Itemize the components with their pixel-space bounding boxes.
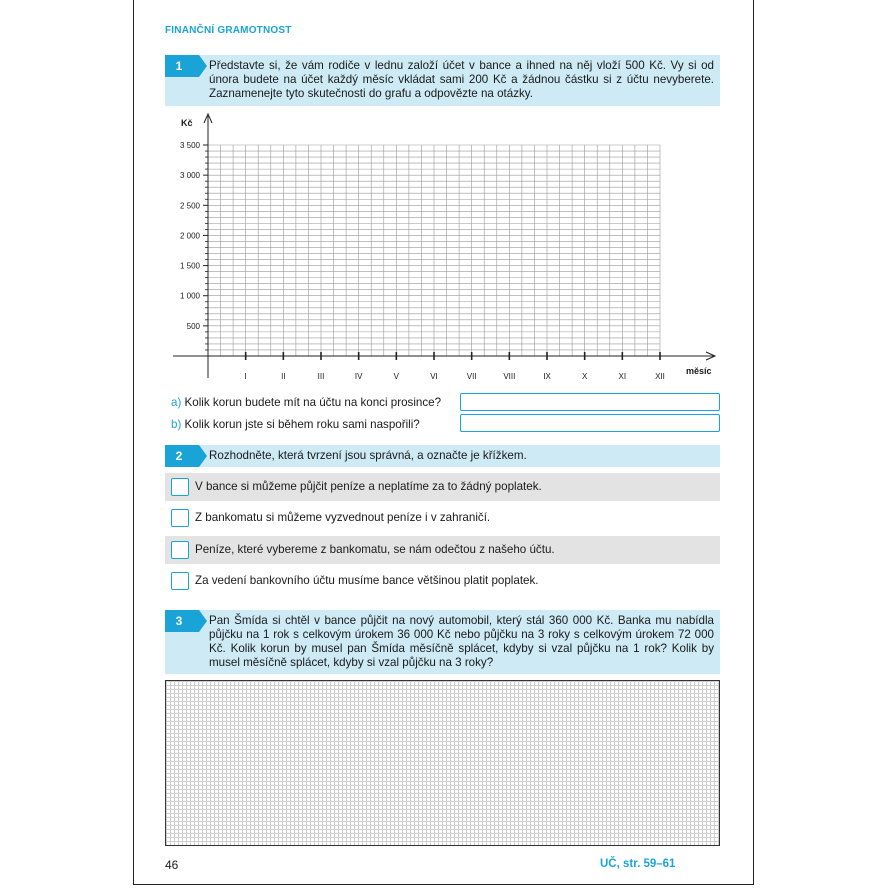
- x-tick-label: XII: [655, 372, 665, 381]
- x-tick-label: V: [393, 372, 400, 381]
- x-axis-label: měsíc: [686, 366, 712, 376]
- task-3-text: Pan Šmída si chtěl v bance půjčit na nový automobil, který stál 360 000 Kč. Banka mu nabídla půjčku na 1 rok s celkovým úrokem 36 000 Kč nebo půjčku na 3 roky s celkovým úrokem 72 000 Kč. Kolik korun by musel pan Šmída měsíčně splácet, kdyby si vzal půjčku na 1 rok? Kolik by musel měsíčně splácet, kdyby si vzal půjčku na 3 roky?: [209, 614, 714, 669]
- y-tick-labels: [180, 141, 208, 350]
- y-tick-label: 2 500: [179, 201, 200, 211]
- statement-checkbox[interactable]: [171, 572, 189, 590]
- calculation-grid-area[interactable]: [165, 680, 720, 846]
- chart-axes: [173, 114, 715, 378]
- task-2-text: Rozhodněte, která tvrzení jsou správná, a označte je křížkem.: [209, 449, 527, 462]
- task-3-box: [165, 610, 720, 674]
- y-tick-label: 2 000: [179, 231, 200, 241]
- question-b-text: Kolik korun jste si během roku sami naspořili?: [184, 418, 420, 431]
- task-2-number: 2: [165, 445, 199, 467]
- y-tick-label: 500: [186, 321, 200, 331]
- statement-row: [165, 473, 720, 501]
- x-tick-label: VI: [430, 372, 438, 381]
- statement-row: [165, 504, 720, 532]
- x-tick-label: XI: [618, 372, 627, 381]
- x-tick-label: I: [244, 372, 247, 381]
- textbook-reference: UČ, str. 59–61: [600, 858, 676, 870]
- statement-row: [165, 567, 720, 595]
- y-axis-label: Kč: [181, 118, 193, 128]
- question-a: [171, 396, 441, 409]
- statement-checkbox[interactable]: [171, 541, 189, 559]
- x-tick-label: VIII: [503, 372, 516, 381]
- page-number: 46: [165, 858, 179, 872]
- task-1-text: Představte si, že vám rodiče v lednu založí účet v bance a ihned na něj vloží 500 Kč. Vy si od února budete na účet každý měsíc vkládat sami 200 Kč a žádnou částku si z účtu nevyberete. Zaznamenejte tyto skutečnosti do grafu a odpovězte na otázky.: [209, 59, 714, 100]
- statement-row: [165, 536, 720, 564]
- x-tick-label: VII: [466, 372, 477, 381]
- question-b-label: b): [171, 418, 182, 431]
- x-tick-label: IV: [354, 372, 363, 381]
- y-tick-label: 3 000: [179, 171, 200, 181]
- answer-a-field[interactable]: [460, 393, 720, 411]
- task-1-number: 1: [165, 55, 199, 77]
- question-a-text: Kolik korun budete mít na účtu na konci prosince?: [184, 396, 442, 409]
- statement-text: V bance si můžeme půjčit peníze a neplatíme za to žádný poplatek.: [195, 480, 542, 493]
- x-tick-label: X: [581, 372, 588, 381]
- section-header: FINANČNÍ GRAMOTNOST: [165, 25, 292, 36]
- y-tick-label: 1 500: [179, 261, 200, 271]
- y-tick-label: 1 000: [179, 291, 200, 301]
- statement-text: Peníze, které vybereme z bankomatu, se nám odečtou z našeho účtu.: [195, 543, 555, 556]
- statement-checkbox[interactable]: [171, 509, 189, 527]
- x-tick-label: IX: [543, 372, 551, 381]
- statement-checkbox[interactable]: [171, 478, 189, 496]
- task-3-number: 3: [165, 610, 199, 632]
- question-a-label: a): [171, 396, 182, 409]
- answer-b-field[interactable]: [460, 414, 720, 432]
- x-tick-label: III: [317, 372, 325, 381]
- task-2-box: [165, 445, 720, 467]
- statement-text: Za vedení bankovního účtu musíme bance většinou platit poplatek.: [195, 574, 539, 587]
- question-b: [171, 418, 420, 431]
- task-1-box: [165, 55, 720, 106]
- y-tick-label: 3 500: [179, 141, 200, 150]
- chart-grid: [208, 145, 660, 356]
- statement-text: Z bankomatu si můžeme vyzvednout peníze i v zahraničí.: [195, 511, 491, 524]
- savings-chart[interactable]: [165, 110, 725, 390]
- x-tick-label: II: [281, 372, 286, 381]
